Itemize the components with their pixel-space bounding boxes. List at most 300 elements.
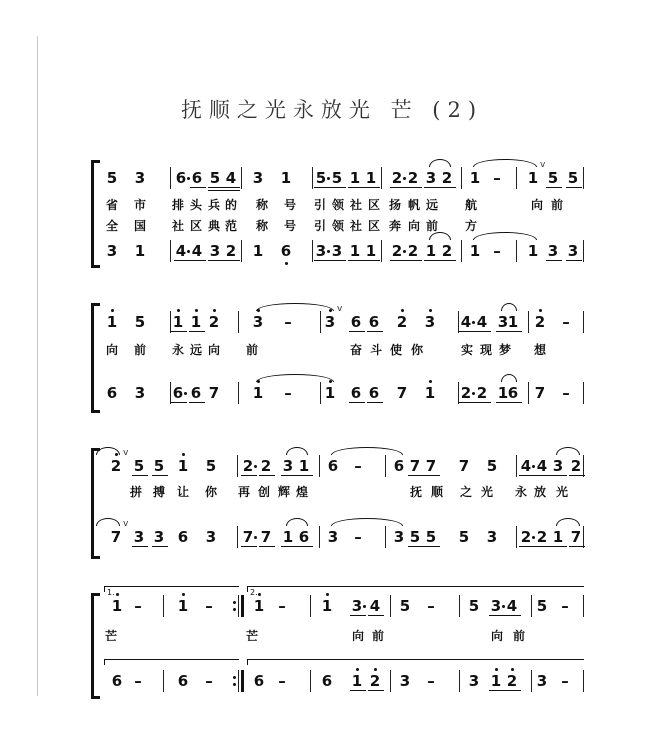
underline	[189, 331, 205, 332]
underline	[408, 475, 424, 476]
lyric-syllable: 光	[555, 485, 568, 499]
note: 5	[399, 597, 411, 615]
underline	[368, 615, 384, 616]
note: 3	[424, 313, 436, 331]
octave-dot-above	[356, 668, 359, 671]
note: 1	[527, 169, 539, 187]
barline	[583, 167, 584, 189]
note: 2	[534, 313, 546, 331]
lyric-syllable: 想	[533, 343, 546, 357]
underline	[208, 260, 224, 261]
underline	[297, 475, 313, 476]
breath-mark: v	[123, 519, 129, 529]
octave-dot-above	[401, 309, 404, 312]
note: 3	[209, 242, 221, 260]
note: 5	[567, 169, 579, 187]
underline	[424, 260, 440, 261]
note: 3	[153, 528, 165, 546]
note: 1	[106, 313, 118, 331]
note: 3	[468, 672, 480, 690]
lyric-syllable: 前	[512, 629, 525, 643]
note: 3	[547, 242, 559, 260]
note: 5	[486, 457, 498, 475]
underline	[241, 546, 257, 547]
lyric-syllable: 向	[490, 629, 503, 643]
octave-dot-above	[111, 309, 114, 312]
lyric-syllable: 斗	[369, 343, 382, 357]
lyric-syllable: 前	[425, 219, 438, 233]
note: 1	[365, 242, 377, 260]
note: 1	[252, 384, 264, 402]
note: 3	[497, 313, 509, 331]
slur	[256, 374, 334, 382]
system-brace	[91, 451, 101, 556]
lyric-syllable: 煌	[295, 485, 308, 499]
lyric-syllable: 抚	[409, 485, 422, 499]
lyric-syllable: 方	[464, 219, 477, 233]
note: 4	[369, 597, 381, 615]
note: 2	[407, 242, 419, 260]
dash: –	[493, 242, 501, 260]
barline	[516, 167, 517, 189]
barline	[583, 595, 584, 617]
lyric-syllable: 社	[171, 219, 184, 233]
system-brace	[91, 163, 101, 265]
barline	[319, 526, 320, 548]
note: 6	[111, 672, 123, 690]
note: 1	[177, 457, 189, 475]
note: 3	[552, 457, 564, 475]
octave-dot-above	[429, 380, 432, 383]
underline	[349, 402, 365, 403]
barline	[310, 595, 311, 617]
lyric-syllable: 帆	[407, 198, 420, 212]
note: 3	[282, 457, 294, 475]
augmentation-dot	[363, 605, 366, 608]
underline	[364, 260, 380, 261]
barline	[238, 311, 239, 333]
note: 1	[349, 242, 361, 260]
note: 3	[133, 528, 145, 546]
slur	[429, 232, 451, 240]
note: 3	[106, 242, 118, 260]
augmentation-dot	[254, 536, 257, 539]
octave-dot-above	[374, 668, 377, 671]
note: 1	[111, 597, 123, 615]
lyric-syllable: 奋	[349, 343, 362, 357]
slur	[556, 447, 580, 455]
note: 1	[469, 242, 481, 260]
note: 2	[407, 169, 419, 187]
barline	[583, 311, 584, 333]
dash: –	[134, 672, 142, 690]
barline	[163, 595, 164, 617]
lyric-syllable: 兵	[207, 198, 220, 212]
underline	[152, 475, 168, 476]
lyric-syllable: 典	[207, 219, 220, 233]
lyric-syllable: 区	[367, 219, 380, 233]
note: 5	[425, 528, 437, 546]
repeat-barline	[241, 595, 244, 617]
octave-dot-above	[429, 309, 432, 312]
repeat-dot	[233, 601, 236, 604]
dash: –	[561, 672, 569, 690]
underline	[259, 475, 275, 476]
note: 5	[134, 313, 146, 331]
volta-bracket-lower-2	[247, 659, 584, 665]
lyric-syllable: 实	[460, 343, 473, 357]
lyric-syllable: 使	[389, 343, 402, 357]
underline	[551, 475, 567, 476]
underline	[367, 402, 383, 403]
note: 2	[570, 457, 582, 475]
lyric-syllable: 范	[224, 219, 237, 233]
lyric-syllable: 向	[105, 343, 118, 357]
lyric-syllable: 让	[176, 485, 189, 499]
note: 1	[424, 384, 436, 402]
slur	[501, 303, 517, 311]
note: 7	[396, 384, 408, 402]
note: 5	[153, 457, 165, 475]
lyric-syllable: 引	[313, 198, 326, 212]
lyric-syllable: 全	[105, 219, 118, 233]
volta-number: 2.	[250, 588, 258, 597]
note: 2	[391, 242, 403, 260]
octave-dot-above	[177, 309, 180, 312]
note: 7	[242, 528, 254, 546]
barline	[459, 670, 460, 692]
note: 1	[298, 457, 310, 475]
octave-dot-above	[511, 668, 514, 671]
octave-dot-above	[182, 593, 185, 596]
lyric-syllable: 引	[313, 219, 326, 233]
barline	[163, 670, 164, 692]
lyric-syllable: 辉	[277, 485, 290, 499]
note: 1	[177, 597, 189, 615]
note: 6	[327, 457, 339, 475]
underline	[189, 402, 205, 403]
lyric-syllable: 头	[189, 198, 202, 212]
underline	[350, 690, 366, 691]
underline	[368, 690, 384, 691]
augmentation-dot	[184, 392, 187, 395]
note: 1	[425, 242, 437, 260]
note: 2	[369, 672, 381, 690]
underline	[190, 260, 206, 261]
repeat-dot	[233, 683, 236, 686]
underline	[132, 475, 148, 476]
lyric-syllable: 排	[171, 198, 184, 212]
underline	[489, 615, 505, 616]
note: 1	[321, 597, 333, 615]
breath-mark: v	[540, 160, 546, 170]
barline	[238, 670, 239, 692]
underline	[330, 187, 346, 188]
dash: –	[284, 384, 292, 402]
note: 6	[393, 457, 405, 475]
note: 1	[552, 528, 564, 546]
breath-mark: v	[337, 304, 343, 314]
underline	[424, 187, 440, 188]
note: 1	[280, 169, 292, 187]
underline	[241, 475, 257, 476]
lyric-syllable: 领	[331, 198, 344, 212]
note: 3	[315, 242, 327, 260]
note: 2	[260, 457, 272, 475]
note: 7	[425, 457, 437, 475]
underline	[314, 260, 330, 261]
lyric-syllable: 社	[349, 219, 362, 233]
system-brace	[91, 306, 101, 410]
barline	[241, 167, 242, 189]
barline	[390, 595, 391, 617]
underline	[546, 187, 562, 188]
lyric-syllable: 前	[133, 343, 146, 357]
note: 6	[507, 384, 519, 402]
note: 1	[469, 169, 481, 187]
slur	[331, 447, 403, 455]
note: 2	[242, 457, 254, 475]
octave-dot-above	[258, 593, 261, 596]
underline	[390, 260, 406, 261]
lyric-syllable: 顺	[430, 485, 443, 499]
slur	[331, 518, 403, 526]
note: 1	[349, 169, 361, 187]
note: 1	[490, 672, 502, 690]
underline	[281, 475, 297, 476]
octave-dot-above	[213, 309, 216, 312]
note: 2	[506, 672, 518, 690]
slur	[286, 518, 308, 526]
lyric-syllable: 航	[464, 198, 477, 212]
octave-dot-above	[182, 453, 185, 456]
underline	[190, 187, 206, 188]
note: 2	[536, 528, 548, 546]
note: 2	[208, 313, 220, 331]
barline	[583, 670, 584, 692]
barline	[459, 595, 460, 617]
lyric-syllable: 梦	[498, 343, 511, 357]
note: 3	[205, 528, 217, 546]
lyric-syllable: 称	[255, 198, 268, 212]
note: 1	[527, 242, 539, 260]
note: 7	[208, 384, 220, 402]
note: 4	[506, 597, 518, 615]
note: 2	[441, 169, 453, 187]
note: 5	[547, 169, 559, 187]
note: 2	[391, 169, 403, 187]
lyric-syllable: 号	[283, 198, 296, 212]
octave-dot-above	[326, 593, 329, 596]
octave-dot-above	[195, 309, 198, 312]
note: 6	[368, 384, 380, 402]
lyric-syllable: 远	[425, 198, 438, 212]
underline	[349, 331, 365, 332]
note: 6	[175, 169, 187, 187]
underline	[566, 187, 582, 188]
underline	[506, 402, 522, 403]
underline	[330, 260, 346, 261]
underline	[459, 331, 475, 332]
barline	[461, 240, 462, 262]
barline	[238, 382, 239, 404]
note: 4	[520, 457, 532, 475]
augmentation-dot	[254, 465, 257, 468]
note: 3	[536, 672, 548, 690]
repeat-barline	[241, 670, 244, 692]
underline	[519, 475, 535, 476]
underline	[551, 546, 567, 547]
barline	[381, 167, 382, 189]
octave-dot-above	[539, 309, 542, 312]
slur	[501, 374, 517, 382]
note: 2	[225, 242, 237, 260]
barline	[583, 382, 584, 404]
note: 5	[106, 169, 118, 187]
note: 1	[351, 672, 363, 690]
lyric-syllable: 区	[367, 198, 380, 212]
octave-dot-above	[495, 668, 498, 671]
repeat-dot	[233, 676, 236, 679]
barline	[381, 240, 382, 262]
underline	[364, 187, 380, 188]
note: 5	[209, 169, 221, 187]
note: 6	[106, 384, 118, 402]
lyric-syllable: 奔	[388, 219, 401, 233]
slur	[96, 518, 120, 526]
lyric-syllable: 放	[533, 485, 546, 499]
note: 6	[368, 313, 380, 331]
slur	[556, 518, 580, 526]
note: 4	[536, 457, 548, 475]
slur	[473, 159, 537, 167]
note: 5	[315, 169, 327, 187]
lyric-syllable: 拼	[129, 485, 142, 499]
repeat-dot	[233, 608, 236, 611]
lyric-syllable: 光	[480, 485, 493, 499]
barline	[528, 311, 529, 333]
barline	[531, 670, 532, 692]
underline-double	[208, 190, 224, 191]
lyric-syllable: 省	[105, 198, 118, 212]
slur	[256, 303, 334, 311]
underline	[224, 260, 240, 261]
dash: –	[427, 597, 435, 615]
underline	[519, 546, 535, 547]
lyric-syllable: 市	[133, 198, 146, 212]
note: 7	[458, 457, 470, 475]
underline	[408, 546, 424, 547]
note: 5	[133, 457, 145, 475]
lyric-syllable: 领	[331, 219, 344, 233]
note: 6	[298, 528, 310, 546]
volta-bracket-1	[104, 586, 239, 592]
lyric-syllable: 区	[189, 219, 202, 233]
note: 7	[260, 528, 272, 546]
note: 1	[172, 313, 184, 331]
note: 1	[497, 384, 509, 402]
note: 3	[331, 242, 343, 260]
note: 5	[468, 597, 480, 615]
underline	[224, 187, 240, 188]
barline	[170, 240, 171, 262]
underline	[440, 187, 456, 188]
underline	[171, 331, 187, 332]
page-margin-line	[37, 36, 38, 696]
volta-bracket-lower-1	[104, 659, 239, 665]
underline	[367, 331, 383, 332]
dash: –	[205, 672, 213, 690]
underline	[390, 187, 406, 188]
underline	[132, 546, 148, 547]
underline	[171, 402, 187, 403]
dash: –	[278, 597, 286, 615]
volta-bracket-2	[247, 586, 584, 592]
barline	[238, 595, 239, 617]
dash: –	[205, 597, 213, 615]
note: 5	[205, 457, 217, 475]
note: 4	[191, 242, 203, 260]
note: 4	[225, 169, 237, 187]
lyric-syllable: 向	[207, 343, 220, 357]
note: 7	[534, 384, 546, 402]
underline-double	[224, 190, 240, 191]
note: 3	[134, 169, 146, 187]
barline	[312, 167, 313, 189]
underline	[314, 187, 330, 188]
note: 6	[172, 384, 184, 402]
underline	[281, 546, 297, 547]
note: 6	[350, 313, 362, 331]
barline	[528, 382, 529, 404]
underline	[505, 690, 521, 691]
note: 2	[441, 242, 453, 260]
underline	[174, 260, 190, 261]
note: 4	[460, 313, 472, 331]
note: 6	[321, 672, 333, 690]
barline	[319, 455, 320, 477]
lyric-syllable: 芒	[104, 629, 117, 643]
note: 3	[567, 242, 579, 260]
dash: –	[427, 672, 435, 690]
lyric-syllable: 号	[283, 219, 296, 233]
note: 1	[190, 313, 202, 331]
lyric-syllable: 扬	[388, 198, 401, 212]
lyric-syllable: 你	[204, 485, 217, 499]
score-title: 抚顺之光永放光 芒 (2)	[180, 98, 484, 122]
dash: –	[562, 384, 570, 402]
underline	[348, 187, 364, 188]
note: 1	[365, 169, 377, 187]
note: 3	[425, 169, 437, 187]
note: 3	[351, 597, 363, 615]
note: 1	[324, 384, 336, 402]
dash: –	[134, 597, 142, 615]
barline	[320, 311, 321, 333]
dash: –	[278, 672, 286, 690]
underline	[475, 331, 491, 332]
slur	[429, 159, 451, 167]
barline	[583, 240, 584, 262]
underline	[566, 260, 582, 261]
lyric-syllable: 向	[530, 198, 543, 212]
barline	[583, 526, 584, 548]
barline	[516, 455, 517, 477]
underline	[424, 475, 440, 476]
barline	[312, 240, 313, 262]
note: 4	[175, 242, 187, 260]
note: 6	[280, 242, 292, 260]
